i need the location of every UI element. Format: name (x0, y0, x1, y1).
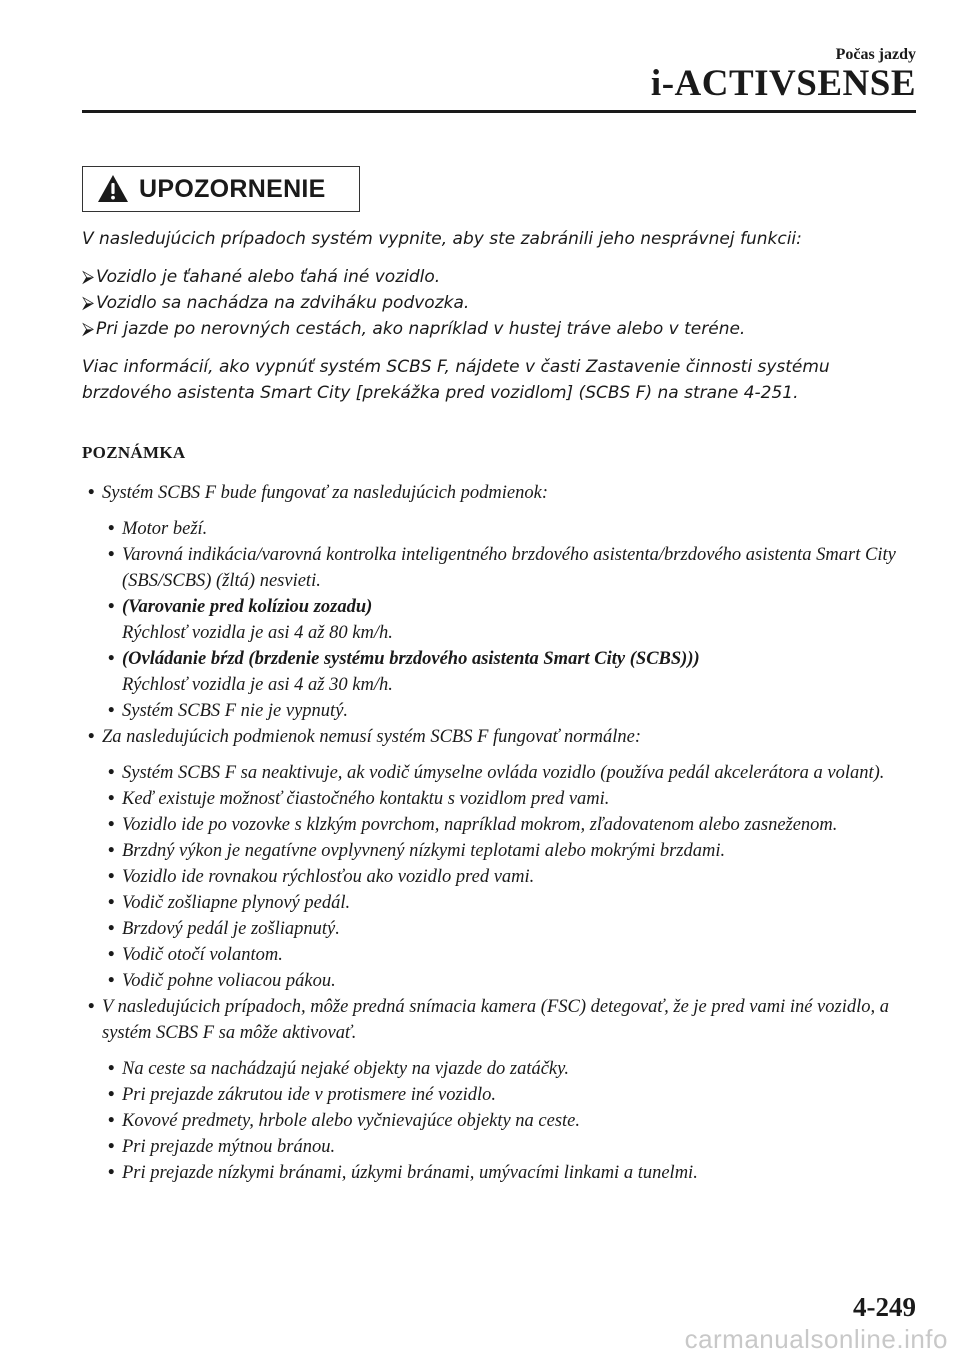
header-title: i-ACTIVSENSE (650, 63, 916, 104)
note-sub-bullet: • Vozidlo ide rovnakou rýchlosťou ako vozidlo pred vami. (108, 867, 535, 887)
warning-box (82, 166, 360, 212)
note-sub-bullet: • Systém SCBS F nie je vypnutý. (108, 701, 349, 721)
warning-list-item: ⮚ Vozidlo sa nachádza na zdviháku podvozka. (82, 290, 912, 316)
warning-intro: V nasledujúcich prípadoch systém vypnite, aby ste zabránili jeho nesprávnej funkcii: (82, 229, 802, 249)
header-divider (82, 110, 916, 113)
note-bullet: • V nasledujúcich prípadoch, môže predná snímacia kamera (FSC) detegovať, že je pred vami iné vozidlo, a systém SCBS F sa môže aktivovať. (88, 997, 889, 1043)
page-number: 4-249 (853, 1292, 916, 1322)
note-sub-bullet: • Vodič zošliapne plynový pedál. (108, 893, 351, 913)
note-sub-bullet: • Vodič pohne voliacou pákou. (108, 971, 336, 991)
warning-list-item: ⮚ Vozidlo je ťahané alebo ťahá iné vozidlo. (82, 264, 912, 290)
note-sub-bullet: • Pri prejazde mýtnou bránou. (108, 1137, 336, 1157)
sub-bullet-heading: (Ovládanie bŕzd (brzdenie systému brzdového asistenta Smart City (SCBS))) (122, 649, 700, 669)
note-sub-bullet: • Brzdný výkon je negatívne ovplyvnený nízkymi teplotami alebo mokrými brzdami. (108, 841, 726, 861)
note-sub-bullet: • Kovové predmety, hrbole alebo vyčnievajúce objekty na ceste. (108, 1111, 581, 1131)
note-sub-bullet: • Vodič otočí volantom. (108, 945, 283, 965)
arrow-bullet-icon: ⮚ (82, 267, 95, 287)
arrow-bullet-icon: ⮚ (82, 319, 95, 339)
note-bullet: • Za nasledujúcich podmienok nemusí systém SCBS F fungovať normálne: (88, 727, 642, 747)
note-sub-bullet: • (Ovládanie bŕzd (brzdenie systému brzdového asistenta Smart City (SCBS))) Rýchlosť vozidla je asi 4 až 30 km/h. (108, 649, 700, 695)
warning-text (82, 226, 912, 406)
note-sub-bullet: • (Varovanie pred kolíziou zozadu) Rýchlosť vozidla je asi 4 až 80 km/h. (108, 597, 393, 643)
note-sub-bullet: • Pri prejazde zákrutou ide v protismere iné vozidlo. (108, 1085, 497, 1105)
header-section-name: Počas jazdy (835, 46, 916, 63)
note-sub-bullet: • Brzdový pedál je zošliapnutý. (108, 919, 340, 939)
note-sub-bullet: • Vozidlo ide po vozovke s klzkým povrchom, napríklad mokrom, zľadovatenom alebo zasneženom. (108, 815, 838, 835)
note-title: POZNÁMKA (82, 443, 186, 462)
note-sub-bullet: • Systém SCBS F sa neaktivuje, ak vodič úmyselne ovláda vozidlo (používa pedál akcelerátora a volant). (108, 763, 885, 783)
sub-bullet-heading: (Varovanie pred kolíziou zozadu) (122, 597, 373, 617)
warning-label: UPOZORNENIE (139, 174, 326, 203)
note-sub-bullet: • Varovná indikácia/varovná kontrolka inteligentného brzdového asistenta/brzdového asistenta Smart City (SBS/SCBS) (žltá) nesvieti. (108, 545, 896, 591)
note-sub-bullet: • Pri prejazde nízkymi bránami, úzkymi bránami, umývacími linkami a tunelmi. (108, 1163, 698, 1183)
note-sub-bullet: • Na ceste sa nachádzajú nejaké objekty na vjazde do zatáčky. (108, 1059, 569, 1079)
warning-list-item: ⮚ Pri jazde po nerovných cestách, ako napríklad v hustej tráve alebo v teréne. (82, 316, 912, 342)
arrow-bullet-icon: ⮚ (82, 293, 95, 313)
note-bullet: • Systém SCBS F bude fungovať za nasledujúcich podmienok: (88, 483, 549, 503)
note-section (82, 440, 912, 1186)
note-sub-bullet: • Motor beží. (108, 519, 208, 539)
warning-more-info: Viac informácií, ako vypnúť systém SCBS F, nájdete v časti Zastavenie činnosti systému brzdového asistenta Smart City [prekážka pred vozidlom] (SCBS F) na strane 4-251. (82, 357, 830, 403)
watermark: carmanualsonline.info (684, 1324, 948, 1354)
note-sub-bullet: • Keď existuje možnosť čiastočného kontaktu s vozidlom pred vami. (108, 789, 610, 809)
warning-triangle-icon (97, 174, 129, 204)
warning-list (82, 264, 912, 342)
